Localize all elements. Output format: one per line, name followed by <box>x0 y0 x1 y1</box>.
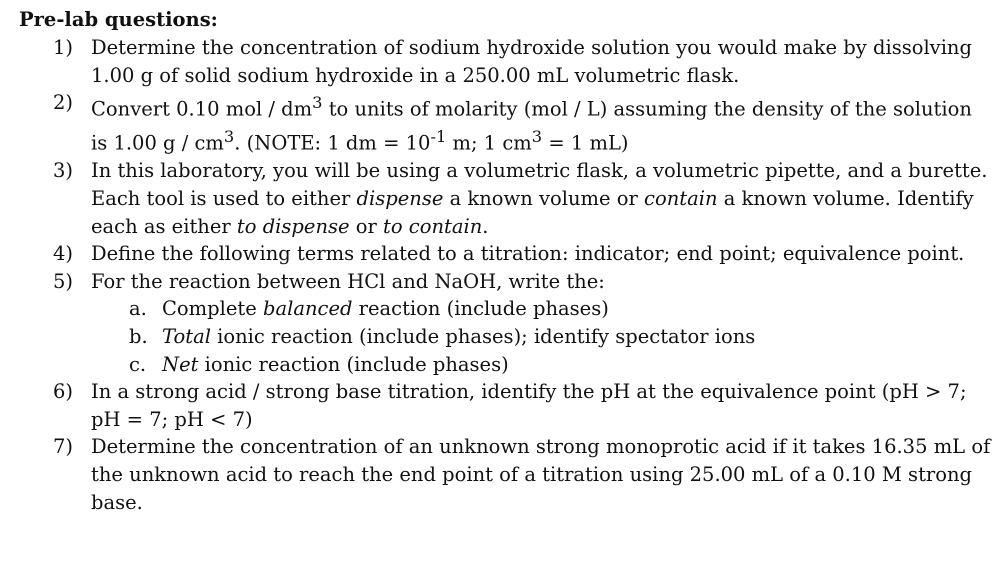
question-text-part: . (NOTE: 1 dm = 10 <box>234 131 431 155</box>
question-text-part: . <box>482 214 489 238</box>
question-text: Determine the concentration of an unknown strong monoprotic acid if it takes 16.35 mL of the unknown acid to reach the end point of a titration using 25.00 mL of a 0.10 M strong base. <box>91 435 991 514</box>
question-text: In a strong acid / strong base titration, identify the pH at the equivalence point (pH > 7; pH = 7; pH < 7) <box>91 380 967 431</box>
question-text-part: In this laboratory, you will be using a volumetric flask, a volumetric pipette, and a burette. Each tool is used to either <box>91 159 988 210</box>
question-7 <box>19 433 994 516</box>
superscript: 3 <box>223 127 235 147</box>
sub-question-letter: b. <box>129 324 148 348</box>
question-text-part: a known volume. Identify each as either <box>91 186 974 238</box>
question-number: 4) <box>53 242 74 266</box>
question-number: 1) <box>53 36 74 59</box>
question-number: 2) <box>53 91 74 115</box>
emphasis: balanced <box>263 297 353 321</box>
question-text: Determine the concentration of sodium hydroxide solution you would make by dissolving 1.00 g of solid sodium hydroxide in a 250.00 mL volumetric flask. <box>91 36 972 87</box>
question-text: For the reaction between HCl and NaOH, write the: <box>91 269 605 293</box>
question-number: 6) <box>53 380 74 404</box>
page-title: Pre-lab questions: <box>19 8 218 31</box>
question-text-part: = 1 mL) <box>542 131 629 155</box>
question-text-part: Convert 0.10 mol / dm <box>91 97 313 121</box>
emphasis: contain <box>644 186 718 210</box>
sub-question-b <box>91 323 994 351</box>
question-4 <box>19 240 994 268</box>
question-1 <box>19 34 994 89</box>
document-page <box>19 6 994 516</box>
sub-question-text: ionic reaction (include phases); identify spectator ions <box>210 324 756 348</box>
superscript: -1 <box>430 127 447 147</box>
question-6 <box>19 378 994 433</box>
emphasis: dispense <box>356 186 444 210</box>
sub-question-text: ionic reaction (include phases) <box>198 352 509 376</box>
emphasis: Total <box>162 324 211 348</box>
question-text-part: m; 1 cm <box>446 131 532 155</box>
question-text-part: to units of molarity (mol / L) assuming the density of the solution is 1.00 g / cm <box>91 97 972 155</box>
sub-question-text: reaction (include phases) <box>352 297 609 321</box>
question-3 <box>19 157 994 240</box>
sub-question-letter: a. <box>129 297 147 321</box>
sub-question-a <box>91 295 994 323</box>
question-number: 3) <box>53 159 74 183</box>
superscript: 3 <box>312 93 323 113</box>
superscript: 3 <box>531 127 543 147</box>
question-text: Define the following terms related to a titration: indicator; end point; equivalence point. <box>91 242 965 266</box>
question-number: 7) <box>53 435 74 459</box>
question-5 <box>19 268 994 378</box>
emphasis: to dispense <box>236 214 350 238</box>
question-text-part: or <box>349 214 384 238</box>
question-text-part: a known volume or <box>443 186 645 210</box>
sub-question-text: Complete <box>162 297 263 321</box>
question-list <box>19 34 994 516</box>
sub-question-list <box>91 295 994 378</box>
emphasis: to contain <box>383 214 483 238</box>
question-2 <box>19 89 994 157</box>
question-number: 5) <box>53 269 74 293</box>
sub-question-letter: c. <box>129 352 147 376</box>
sub-question-c <box>91 351 994 379</box>
emphasis: Net <box>162 352 199 376</box>
